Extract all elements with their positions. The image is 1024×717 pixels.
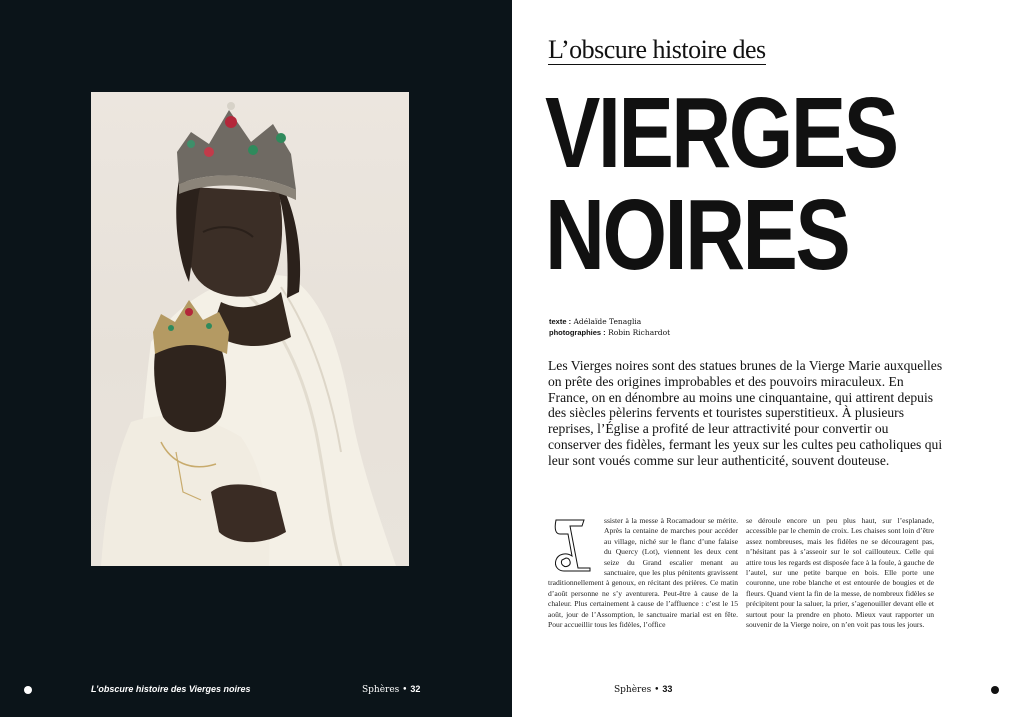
- article-kicker: L’obscure histoire des: [548, 35, 766, 64]
- footer-running-title: L’obscure histoire des Vierges noires: [91, 684, 251, 694]
- body-column-2: se déroule encore un peu plus haut, sur l’esplanade, accessible par le chemin de croix. Les chaises sont loin d’être assez nombreuses, mais les fidèles ne se découragent pas, n’hésitant pas à s’asseoir sur le sol caillouteux. Celle qui attire tous les regards est disposée face à la foule, à gauche de l’autel, sur une petite barque en bois. Elle porte une couronne, une robe blanche et est entourée de bougies et de fleurs. Quand vient la fin de la messe, de nombreux fidèles se précipitent pour la saluer, la prier, s’agenouiller devant elle et surtout pour la prendre en photo. Mieux vaut rapporter un souvenir de la Vierge noire, on n’en voit pas tous les jours.: [746, 516, 934, 630]
- headline-line-2: NOIRES: [545, 179, 849, 291]
- body-text-col1: ssister à la messe à Rocamadour se mérite. Après la centaine de marches pour accéder au village, niché sur le flanc d’une falaise du Quercy (Lot), viennent les deux cent seize du Grand escalier menant au sanctuaire, que les plus pénitents gravissent traditionnellement à genoux, en récitant des prières. Ce matin d’août personne ne s’y aventurera. Peut-être à cause de la chaleur. Plus certainement à cause de l’affluence : c’est le 15 août, jour de l’Assomption, le sanctuaire marial est en fête. Pour accueillir tous les fidèles, l’office: [548, 516, 738, 630]
- photo-credit-label: photographies :: [549, 328, 606, 337]
- footer-magazine-name: Sphères: [362, 685, 400, 695]
- footer-separator: •: [402, 685, 408, 695]
- article-credits: [549, 316, 670, 338]
- statue-illustration: [91, 92, 409, 566]
- dropcap-a-icon: [548, 516, 598, 572]
- footer-separator: •: [654, 685, 660, 695]
- text-credit-label: texte :: [549, 317, 572, 326]
- virgin-statue-photo: [91, 92, 409, 566]
- page-number: 32: [410, 684, 421, 694]
- photo-author: Robin Richardot: [608, 328, 671, 337]
- text-author: Adélaïde Tenaglia: [573, 317, 642, 326]
- article-headline: [545, 77, 927, 291]
- page-marker-dot: [24, 686, 32, 694]
- headline-line-1: VIERGES: [545, 77, 897, 189]
- footer-magazine-name: Sphères: [614, 685, 652, 695]
- page-number: 33: [662, 684, 673, 694]
- footer-folio-left: [362, 684, 420, 695]
- article-lead: Les Vierges noires sont des statues brunes de la Vierge Marie auxquelles on prête des origines improbables et des pouvoirs miraculeux. En France, on en dénombre au moins une cinquantaine, qui attirent depuis des siècles pèlerins fervents et touristes superstitieux. À plusieurs reprises, l’Église a profité de leur attractivité pour convertir ou conserver des fidèles, fermant les yeux sur les cultes peu catholiques qui leur sont voués comme sur leur authenticité, souvent douteuse.: [548, 358, 943, 468]
- footer-folio-right: [614, 684, 672, 695]
- page-marker-dot: [991, 686, 999, 694]
- body-column-1: [548, 516, 738, 630]
